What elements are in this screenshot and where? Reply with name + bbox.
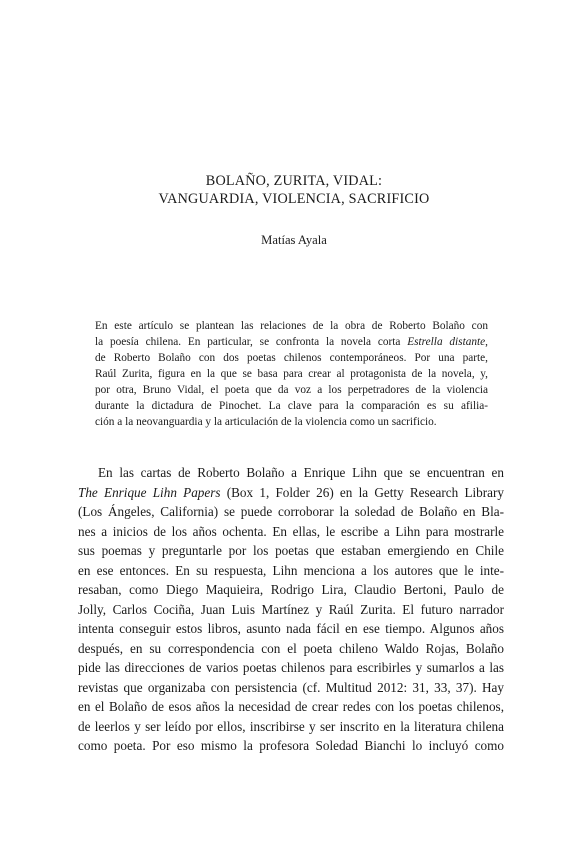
abstract-line: durante la dictadura de Pinochet. La clave para la comparación es su afilia- xyxy=(95,400,488,412)
body-line: Jolly, Carlos Cociña, Juan Luis Martínez y Raúl Zurita. El futuro narrador xyxy=(78,601,504,617)
body-line: revistas que organizaba con persistencia (cf. Multitud 2012: 31, 33, 37). Hay xyxy=(78,679,504,695)
abstract-line: Raúl Zurita, figura en la que se basa para crear al protagonista de la novela, y, xyxy=(95,368,488,380)
body-line: intenta conseguir estos libros, asunto nada fácil en ese tiempo. Algunos años xyxy=(78,621,504,636)
body-line: en ese entonces. En su respuesta, Lihn menciona a los autores que le inte- xyxy=(78,562,504,578)
body-line: en el Bolaño de esos años la necesidad de crear redes con los poetas chilenos, xyxy=(78,699,504,714)
abstract-line: por otra, Bruno Vidal, el poeta que da voz a los perpetradores de la violencia xyxy=(95,384,488,396)
body-line: después, en su correspondencia con el poeta chileno Waldo Rojas, Bolaño xyxy=(78,640,504,656)
book-title-enrique-lihn-papers: The Enrique Lihn Papers xyxy=(78,484,221,500)
book-title-estrella-distante: Estrella distante xyxy=(407,336,486,348)
body-line: de leerlos y ser leído por ellos, inscribirse y ser inscrito en la literatura chilena xyxy=(78,718,504,734)
body-line xyxy=(78,483,504,503)
article-title-line-2: VANGUARDIA, VIOLENCIA, SACRIFICIO xyxy=(158,191,430,207)
abstract-line-text: , xyxy=(485,336,488,348)
body-line: sus poemas y preguntarle por los poetas que estaban emergiendo en Chile xyxy=(78,543,504,558)
abstract-line-text: la poesía chilena. En particular, se confronta la novela corta xyxy=(95,336,408,348)
abstract-line xyxy=(95,334,488,350)
author-name: Matías Ayala xyxy=(261,233,327,247)
body-line: como poeta. Por eso mismo la profesora Soledad Bianchi lo incluyó como xyxy=(78,738,504,753)
body-line: resaban, como Diego Maquieira, Rodrigo Lira, Claudio Bertoni, Paulo de xyxy=(78,582,504,597)
abstract xyxy=(95,318,488,430)
body-line: En las cartas de Roberto Bolaño a Enrique Lihn que se encuentran en xyxy=(98,465,504,480)
body-line: (Los Ángeles, California) se puede corroborar la soledad de Bolaño en Bla- xyxy=(78,504,504,519)
abstract-line: de Roberto Bolaño con dos poetas chilenos contemporáneos. Por una parte, xyxy=(95,352,488,364)
abstract-line: En este artículo se plantean las relaciones de la obra de Roberto Bolaño con xyxy=(95,320,488,332)
body-paragraph xyxy=(78,463,504,756)
body-line: nes a inicios de los años ochenta. En ellas, le escribe a Lihn para mostrarle xyxy=(78,523,504,539)
abstract-line: ción a la neovanguardia y la articulación de la violencia como un sacrificio. xyxy=(95,416,437,428)
body-line-text: (Box 1, Folder 26) en la Getty Research Library xyxy=(220,484,504,500)
body-line: pide las direcciones de varios poetas chilenos para escribirles y sumarlos a las xyxy=(78,660,504,675)
article-title-line-1: BOLAÑO, ZURITA, VIDAL: xyxy=(205,173,383,189)
